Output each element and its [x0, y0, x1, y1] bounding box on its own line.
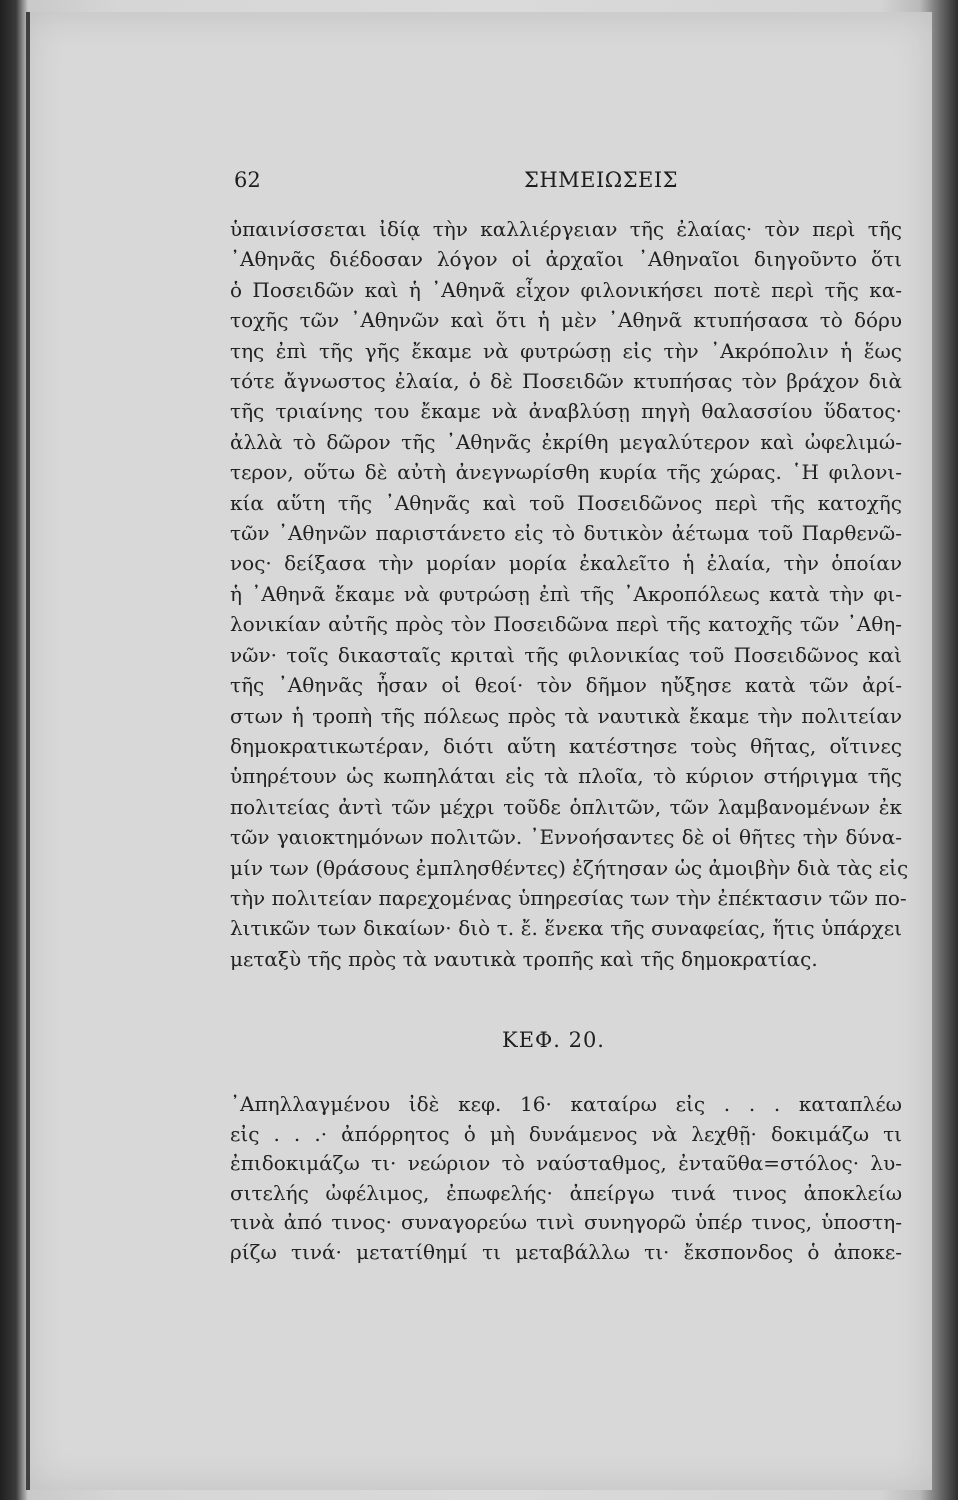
- running-head: ΣΗΜΕΙΩΣΕΙΣ: [524, 168, 679, 192]
- binding-edge: [26, 12, 30, 1490]
- paragraph-line: δημοκρατικωτέραν, διότι αὕτη κατέστησε τοὺς θῆτας, οἵτινες: [230, 733, 902, 758]
- paragraph-line: τῆς ᾽Αθηνᾶς ἦσαν οἱ θεοί· τὸν δῆμον ηὔξησε κατὰ τῶν ἀρί-: [230, 673, 902, 698]
- note-line: ἐπιδοκιμάζω τι· νεώριον τὸ ναύσταθμος, ἐνταῦθα=στόλος· λυ-: [230, 1151, 902, 1176]
- paragraph-line: κία αὕτη τῆς ᾽Αθηνᾶς καὶ τοῦ Ποσειδῶνος περὶ τῆς κατοχῆς: [230, 490, 902, 515]
- paragraph-line: λιτικῶν των δικαίων· διὸ τ. ἔ. ἕνεκα τῆς συναφείας, ἥτις ὑπάρχει: [230, 916, 902, 941]
- chapter-heading: ΚΕΦ. 20.: [502, 1028, 605, 1052]
- paragraph-line: τῶν ᾽Αθηνῶν παριστάνετο εἰς τὸ δυτικὸν ἀέτωμα τοῦ Παρθενῶ-: [230, 521, 902, 546]
- vocabulary-notes: [230, 1090, 902, 1268]
- paragraph-line: της ἐπὶ τῆς γῆς ἔκαμε νὰ φυτρώσῃ εἰς τὴν ᾽Ακρόπολιν ἡ ἕως: [230, 338, 902, 363]
- note-line: σιτελής ὠφέλιμος, ἐπωφελής· ἀπείργω τινά τινος ἀποκλείω: [230, 1180, 902, 1205]
- paragraph-line: τὴν πολιτείαν παρεχομένας ὑπηρεσίας των τὴν ἐπέκτασιν τῶν πο-: [230, 885, 907, 910]
- commentary-paragraph: [230, 214, 909, 974]
- paragraph-line: ὑπηρέτουν ὡς κωπηλάται εἰς τὰ πλοῖα, τὸ κύριον στήριγμα τῆς: [230, 764, 902, 789]
- paragraph-line: ἡ ᾽Αθηνᾶ ἔκαμε νὰ φυτρώσῃ ἐπὶ τῆς ᾽Ακροπόλεως κατὰ τὴν φι-: [230, 581, 902, 606]
- paragraph-line: μεταξὺ τῆς πρὸς τὰ ναυτικὰ τροπῆς καὶ τῆς δημοκρατίας.: [230, 946, 818, 971]
- paragraph-line: τῆς τριαίνης του ἔκαμε νὰ ἀναβλύσῃ πηγὴ θαλασσίου ὕδατος·: [230, 399, 902, 424]
- paragraph-line: νος· δείξασα τὴν μορίαν μορία ἐκαλεῖτο ἡ ἐλαία, τὴν ὁποίαν: [230, 551, 902, 576]
- paragraph-line: τότε ἄγνωστος ἐλαία, ὁ δὲ Ποσειδῶν κτυπήσας τὸν βράχον διὰ: [230, 369, 902, 394]
- page-header: [234, 168, 900, 200]
- paragraph-line: ὁ Ποσειδῶν καὶ ἡ ᾽Αθηνᾶ εἶχον φιλονικήσει ποτὲ περὶ τῆς κα-: [230, 277, 902, 302]
- page-number: 62: [234, 168, 261, 192]
- note-line: εἰς . . .· ἀπόρρητος ὁ μὴ δυνάμενος νὰ λεχθῇ· δοκιμάζω τι: [230, 1121, 902, 1146]
- paragraph-line: τῶν γαιοκτημόνων πολιτῶν. ᾽Εννοήσαντες δὲ οἱ θῆτες τὴν δύνα-: [230, 825, 902, 850]
- note-line: τινὰ ἀπό τινος· συναγορεύω τινὶ συνηγορῶ ὑπέρ τινος, ὑποστη-: [230, 1210, 902, 1235]
- paragraph-line: λονικίαν αὐτῆς πρὸς τὸν Ποσειδῶνα περὶ τῆς κατοχῆς τῶν ᾽Αθη-: [230, 612, 902, 637]
- paragraph-line: ᾽Αθηνᾶς διέδοσαν λόγον οἱ ἀρχαῖοι ᾽Αθηναῖοι διηγοῦντο ὅτι: [230, 247, 902, 272]
- note-line: ᾽Απηλλαγμένου ἰδὲ κεφ. 16· καταίρω εἰς . . . καταπλέω: [230, 1092, 902, 1116]
- paragraph-line: τοχῆς τῶν ᾽Αθηνῶν καὶ ὅτι ἡ μὲν ᾽Αθηνᾶ κτυπήσασα τὸ δόρυ: [230, 308, 902, 333]
- paragraph-line: στων ἡ τροπὴ τῆς πόλεως πρὸς τὰ ναυτικὰ ἔκαμε τὴν πολιτείαν: [230, 703, 902, 728]
- paragraph-line: μίν των (θράσους ἐμπλησθέντες) ἐζήτησαν ὡς ἀμοιβὴν διὰ τὰς εἰς: [230, 855, 909, 880]
- paragraph-line: νῶν· τοῖς δικασταῖς κριταὶ τῆς φιλονικίας τοῦ Ποσειδῶνος καὶ: [230, 642, 902, 667]
- paragraph-line: ἀλλὰ τὸ δῶρον τῆς ᾽Αθηνᾶς ἐκρίθη μεγαλύτερον καὶ ὠφελιμώ-: [230, 429, 902, 454]
- paragraph-line: ὑπαινίσσεται ἰδίᾳ τὴν καλλιέργειαν τῆς ἐλαίας· τὸν περὶ τῆς: [230, 217, 902, 241]
- book-page: [26, 12, 932, 1490]
- note-line: ρίζω τινά· μετατίθημί τι μεταβάλλω τι· ἔκσπονδος ὁ ἀποκε-: [230, 1239, 902, 1264]
- paragraph-line: τερον, οὕτω δὲ αὐτὴ ἀνεγνωρίσθη κυρία τῆς χώρας. ῾Η φιλονι-: [230, 460, 902, 485]
- paragraph-line: πολιτείας ἀντὶ τῶν μέχρι τοῦδε ὁπλιτῶν, τῶν λαμβανομένων ἐκ: [230, 794, 902, 819]
